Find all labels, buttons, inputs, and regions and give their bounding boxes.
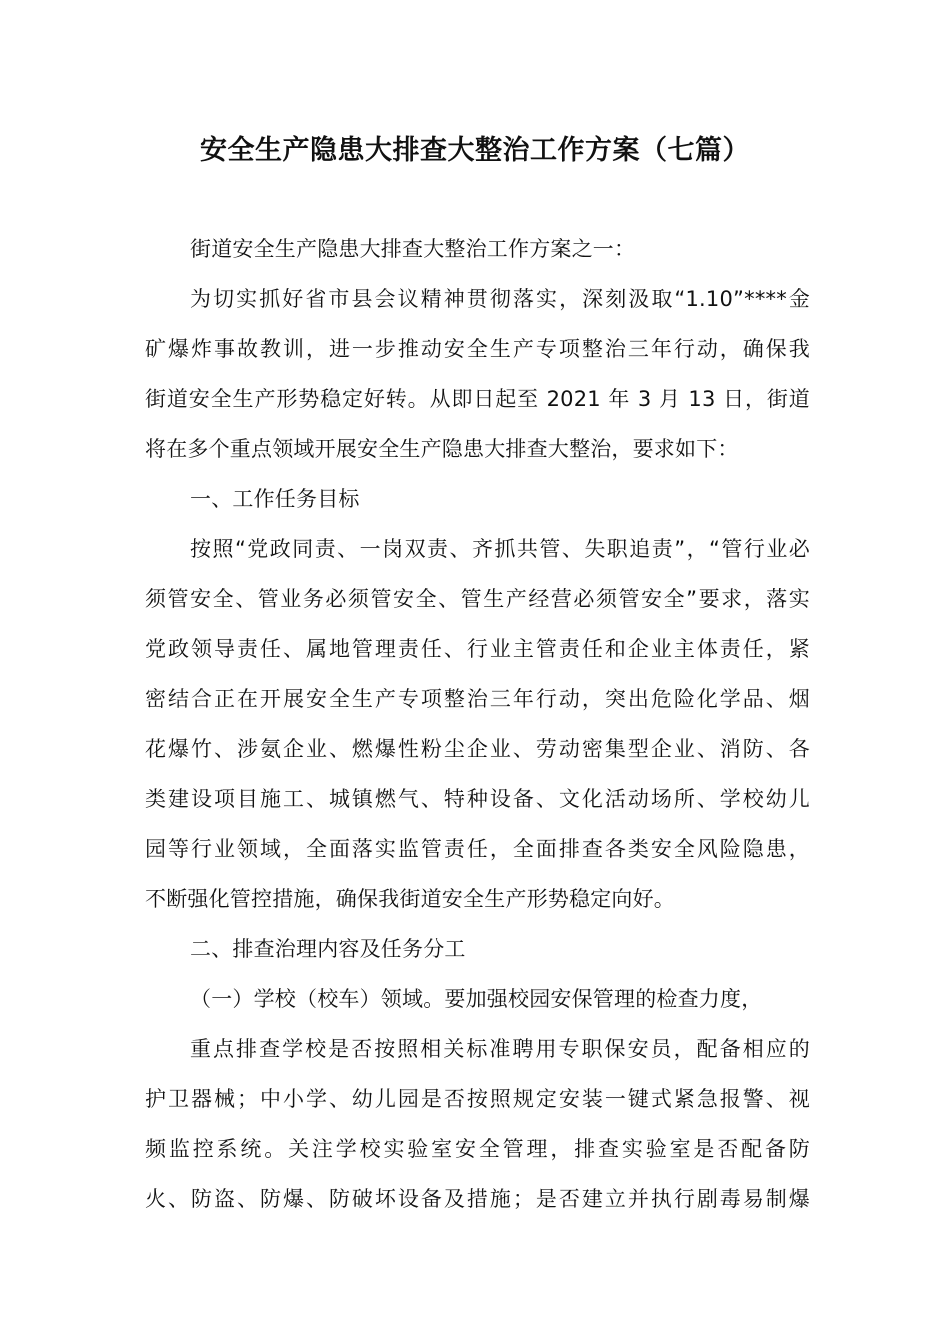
paragraph-line: 重点排查学校是否按照相关标准聘用专职保安员，配备相应的 xyxy=(190,1037,810,1061)
paragraph-line: 须管安全、管业务必须管安全、管生产经营必须管安全”要求，落实 xyxy=(145,587,810,611)
paragraph-line: 党政领导责任、属地管理责任、行业主管责任和企业主体责任，紧 xyxy=(145,637,810,661)
paragraph-line: 街道安全生产形势稳定好转。从即日起至 2021 年 3 月 13 日，街道 xyxy=(145,387,810,411)
paragraph-line: 不断强化管控措施，确保我街道安全生产形势稳定向好。 xyxy=(145,887,675,911)
section-heading: 二、排查治理内容及任务分工 xyxy=(190,937,466,961)
paragraph-line: 矿爆炸事故教训，进一步推动安全生产专项整治三年行动，确保我 xyxy=(145,337,810,361)
paragraph-line: 园等行业领域，全面落实监管责任，全面排查各类安全风险隐患， xyxy=(145,837,810,861)
paragraph-line: 按照“党政同责、一岗双责、齐抓共管、失职追责”，“管行业必 xyxy=(190,537,810,561)
paragraph-line: 为切实抓好省市县会议精神贯彻落实，深刻汲取“1.10”****金 xyxy=(190,287,810,311)
paragraph-line: 频监控系统。关注学校实验室安全管理，排查实验室是否配备防 xyxy=(145,1137,810,1161)
paragraph-line: 将在多个重点领域开展安全生产隐患大排查大整治，要求如下： xyxy=(145,437,739,461)
paragraph-line: 火、防盗、防爆、防破坏设备及措施；是否建立并执行剧毒易制爆 xyxy=(145,1187,810,1211)
section-heading: 一、工作任务目标 xyxy=(190,487,360,511)
paragraph-line: 密结合正在开展安全生产专项整治三年行动，突出危险化学品、烟 xyxy=(145,687,810,711)
document-title: 安全生产隐患大排查大整治工作方案（七篇） xyxy=(200,135,750,166)
paragraph-line: 护卫器械；中小学、幼儿园是否按照规定安装一键式紧急报警、视 xyxy=(145,1087,810,1111)
paragraph-line: 街道安全生产隐患大排查大整治工作方案之一： xyxy=(190,237,636,261)
subsection-heading: （一）学校（校车）领域。要加强校园安保管理的检查力度， xyxy=(190,987,763,1011)
paragraph-line: 花爆竹、涉氨企业、燃爆性粉尘企业、劳动密集型企业、消防、各 xyxy=(145,737,810,761)
paragraph-line: 类建设项目施工、城镇燃气、特种设备、文化活动场所、学校幼儿 xyxy=(145,787,810,811)
